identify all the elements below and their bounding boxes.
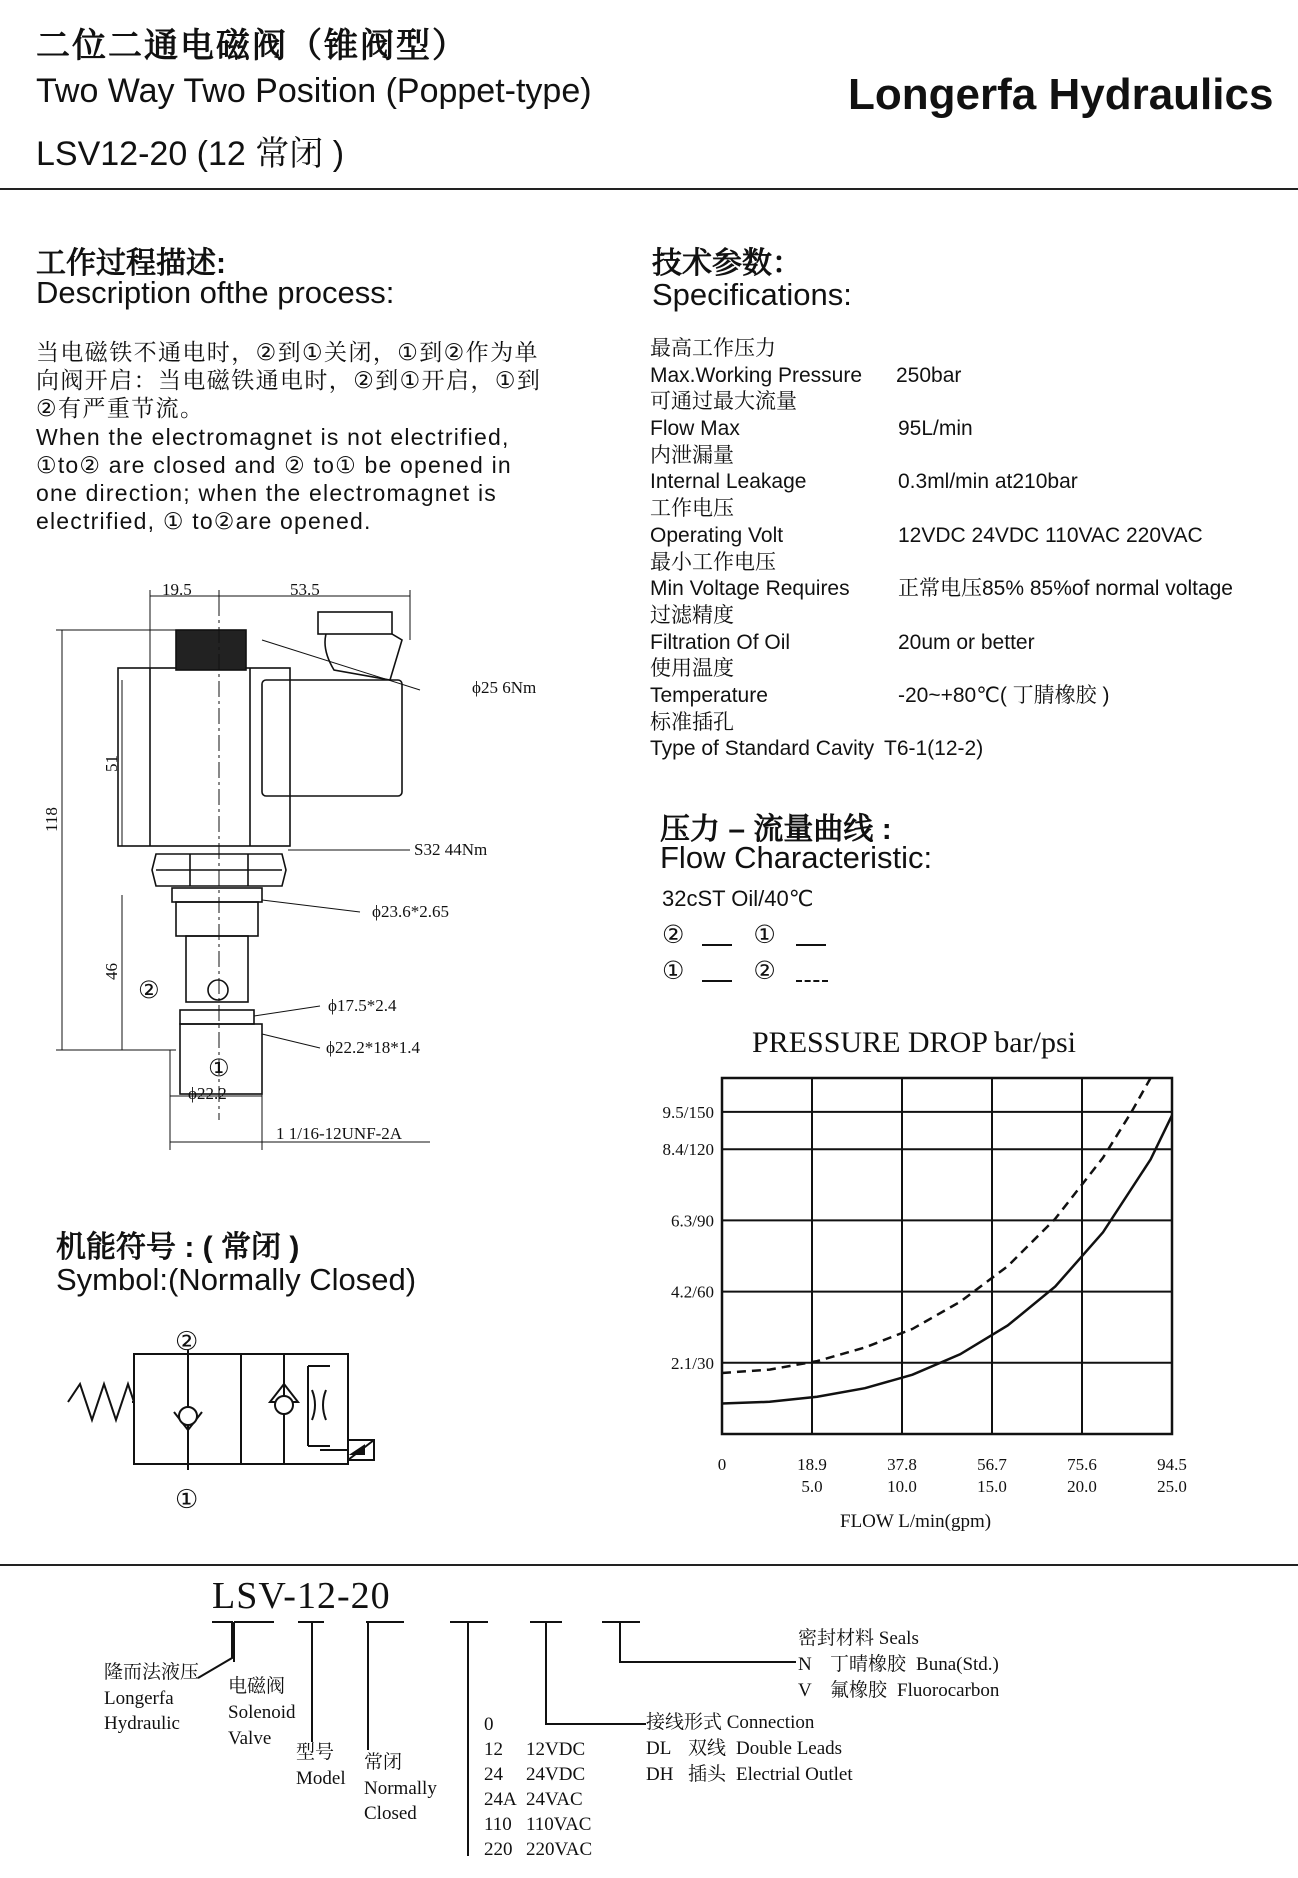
seals-code: N	[798, 1654, 812, 1675]
spec-line	[650, 576, 1290, 603]
order-code: LSV-12-20	[212, 1575, 391, 1617]
y-tick-label: 8.4/120	[662, 1140, 714, 1160]
legend-solid	[662, 920, 776, 950]
longerfa-en: Longerfa	[104, 1688, 174, 1709]
symbol-port-1: ①	[175, 1484, 199, 1514]
description-heading-cn: 工作过程描述:	[36, 247, 226, 280]
seals-row	[798, 1652, 999, 1677]
hydraulic-symbol	[60, 1350, 380, 1490]
port-hole	[208, 980, 228, 1000]
spec-value: T6-1(12-2)	[884, 737, 984, 761]
oring-3: ϕ22.2*18*1.4	[326, 1038, 420, 1057]
voltage-code: 12	[484, 1739, 503, 1760]
connection-cn: 插头	[688, 1764, 727, 1785]
spec-row	[650, 389, 1290, 442]
legend-dashed	[662, 956, 776, 986]
series-line-2-to-1	[722, 1115, 1172, 1403]
seals-title: 密封材料 Seals	[798, 1628, 919, 1649]
spec-line	[650, 630, 1290, 657]
spring-icon	[68, 1384, 134, 1420]
voltage-desc: 24VAC	[526, 1789, 583, 1810]
description-heading-en: Description ofthe process:	[36, 275, 395, 310]
solenoid-en-1: Solenoid	[228, 1702, 296, 1723]
seals-cn: 氟橡胶	[830, 1680, 888, 1701]
valve-drawing	[0, 560, 620, 1180]
legend-solid-line	[702, 980, 732, 982]
x-tick-label: 94.5	[1157, 1455, 1187, 1474]
legend-dashed-line	[796, 980, 828, 982]
spec-value: 95L/min	[898, 417, 973, 441]
check-ball-icon	[179, 1407, 197, 1425]
spec-value: 0.3ml/min at210bar	[898, 470, 1078, 494]
connection-code: DL	[646, 1738, 672, 1759]
dim-53-5: 53.5	[290, 580, 320, 599]
spec-row	[650, 656, 1290, 709]
spec-label-en: Flow Max	[650, 417, 740, 441]
model-en: Model	[296, 1768, 346, 1789]
oring-1: ϕ23.6*2.65	[372, 902, 449, 921]
dim-118: 118	[42, 807, 61, 832]
spec-label-cn: 可通过最大流量	[650, 390, 797, 414]
chart-series	[722, 1078, 1172, 1404]
chart-grid	[722, 1078, 1172, 1434]
model-line: LSV12-20 (12 常闭 )	[36, 135, 345, 173]
voltage-code: 24A	[484, 1789, 517, 1810]
oring-2: ϕ17.5*2.4	[328, 996, 397, 1015]
connection-en: Electrial Outlet	[736, 1764, 853, 1785]
connection-en: Double Leads	[736, 1738, 843, 1759]
spec-row	[650, 710, 1290, 763]
description-text-cn: 当电磁铁不通电时，②到①关闭，①到②作为单向阀开启：当电磁铁通电时，②到①开启，①到②有严重节流。	[36, 339, 542, 421]
legend-to: ①	[753, 921, 776, 949]
spec-label-cn: 最高工作压力	[650, 337, 776, 360]
thread-spec: 1 1/16-12UNF-2A	[276, 1124, 403, 1143]
symbol-heading-en: Symbol:(Normally Closed)	[56, 1262, 417, 1297]
seals-en: Fluorocarbon	[897, 1680, 1000, 1701]
chart-title: PRESSURE DROP bar/psi	[752, 1026, 1076, 1059]
spec-label-en: Min Voltage Requires	[650, 577, 850, 601]
seals-code: V	[798, 1680, 812, 1701]
spec-value: 250bar	[896, 363, 962, 387]
title-cn: 二位二通电磁阀（锥阀型）	[36, 27, 468, 65]
spec-label-en: Max.Working Pressure	[650, 363, 863, 387]
description-text-en: When the electromagnet is not electrified, ①to② are closed and ② to① be opened in one direction; when the electromagnet is electrified, ① to②are opened.	[36, 424, 512, 534]
header-divider	[0, 188, 1298, 190]
hex-torque: S32 44Nm	[414, 840, 488, 859]
voltage-row	[484, 1812, 592, 1837]
spec-value: 20um or better	[898, 630, 1035, 654]
pressure-drop-chart	[630, 1010, 1210, 1540]
chart-y-ticks	[663, 1103, 714, 1373]
x-tick-label: 37.8	[887, 1455, 917, 1474]
connector-plug	[262, 680, 402, 796]
spec-value: 正常电压85% 85%of normal voltage	[898, 577, 1233, 601]
spec-row	[650, 550, 1290, 603]
seals-en: Buna(Std.)	[916, 1654, 999, 1675]
model-cn: 型号	[296, 1742, 335, 1763]
connection-row	[646, 1736, 842, 1761]
spec-line	[650, 683, 1290, 710]
connection-code: DH	[646, 1764, 674, 1785]
hydraulic-en: Hydraulic	[104, 1713, 180, 1734]
symbol-heading-cn: 机能符号 : ( 常闭 )	[56, 1231, 300, 1264]
dim-46: 46	[102, 963, 121, 980]
spec-row	[650, 496, 1290, 549]
spec-line	[650, 736, 1290, 763]
voltage-list	[484, 1712, 592, 1862]
spec-label-en: Operating Volt	[650, 523, 784, 547]
spec-label-cn: 内泄漏量	[650, 443, 734, 467]
connection-title: 接线形式 Connection	[646, 1712, 815, 1733]
legend-from: ②	[662, 921, 685, 949]
ordering-divider	[0, 1564, 1298, 1566]
voltage-desc: 220VAC	[526, 1839, 593, 1860]
spec-row	[650, 336, 1290, 389]
plot-frame	[722, 1078, 1172, 1434]
x-tick-sub-label: 5.0	[801, 1477, 823, 1496]
nc-en-2: Closed	[364, 1803, 417, 1824]
coil-housing	[118, 668, 290, 846]
knurled-nut	[176, 630, 246, 670]
connector-cap	[318, 612, 392, 634]
spec-table	[650, 336, 1290, 763]
nut-torque: ϕ25 6Nm	[472, 678, 537, 697]
voltage-code: 24	[484, 1764, 503, 1785]
spec-label-cn: 工作电压	[650, 497, 734, 521]
legend-from: ①	[662, 957, 685, 985]
spec-label-en: Temperature	[650, 683, 768, 707]
spec-row	[650, 443, 1290, 496]
x-tick-label: 18.9	[797, 1455, 827, 1474]
seals-row	[798, 1678, 999, 1703]
spec-label-cn: 过滤精度	[650, 603, 734, 627]
drawing-port-1: ①	[208, 1055, 230, 1082]
x-tick-sub-label: 25.0	[1157, 1477, 1187, 1496]
spec-label-en: Type of Standard Cavity	[650, 737, 875, 761]
x-tick-label: 75.6	[1067, 1455, 1097, 1474]
y-tick-label: 2.1/30	[671, 1353, 714, 1373]
spec-line	[650, 523, 1290, 550]
spec-value: 12VDC 24VDC 110VAC 220VAC	[898, 523, 1203, 547]
legend-solid-line-2	[796, 944, 826, 946]
x-tick-sub-label: 20.0	[1067, 1477, 1097, 1496]
x-tick-sub-label: 10.0	[887, 1477, 917, 1496]
nc-en-1: Normally	[364, 1778, 437, 1799]
chart-xlabel: FLOW L/min(gpm)	[840, 1511, 992, 1532]
x-tick-label: 56.7	[977, 1455, 1007, 1474]
voltage-code: 220	[484, 1839, 513, 1860]
legend-solid-line	[702, 944, 732, 946]
drawing-port-2: ②	[138, 977, 160, 1004]
y-tick-label: 4.2/60	[671, 1282, 714, 1302]
spec-label-en: Internal Leakage	[650, 470, 807, 494]
flow-heading-cn: 压力 – 流量曲线 :	[660, 813, 892, 846]
connection-row	[646, 1762, 853, 1787]
y-tick-label: 9.5/150	[662, 1102, 714, 1122]
flow-oil: 32cST Oil/40℃	[662, 886, 814, 911]
y-tick-label: 6.3/90	[671, 1211, 714, 1231]
spec-heading-cn: 技术参数：	[652, 247, 802, 280]
spec-label-en: Filtration Of Oil	[650, 630, 791, 654]
symbol-port-2: ②	[175, 1326, 199, 1356]
dia-22-2: ϕ22.2	[188, 1084, 227, 1103]
x-tick-sub-label: 15.0	[977, 1477, 1007, 1496]
spec-line	[650, 363, 1290, 390]
flow-heading-en: Flow Characteristic:	[660, 840, 933, 875]
seals-cn: 丁晴橡胶	[830, 1654, 907, 1675]
spec-label-cn: 标准插孔	[650, 710, 734, 734]
longerfa-cn: 隆而法液压	[104, 1662, 200, 1683]
spec-heading-en: Specifications:	[652, 277, 852, 312]
spec-line	[650, 469, 1290, 496]
series-line-1-to-2	[722, 1078, 1151, 1373]
voltage-row	[484, 1837, 592, 1862]
dim-51: 51	[102, 755, 121, 772]
voltage-row	[484, 1762, 592, 1787]
spec-row	[650, 603, 1290, 656]
title-en: Two Way Two Position (Poppet-type)	[36, 72, 592, 110]
voltage-desc: 110VAC	[526, 1814, 592, 1835]
solenoid-en-2: Valve	[228, 1728, 272, 1749]
legend-to: ②	[753, 957, 776, 985]
spec-label-cn: 使用温度	[650, 657, 734, 681]
voltage-row	[484, 1712, 592, 1737]
nc-cn: 常闭	[364, 1752, 403, 1773]
solenoid-cn: 电磁阀	[228, 1676, 286, 1697]
voltage-desc: 24VDC	[526, 1764, 586, 1785]
voltage-code: 110	[484, 1814, 512, 1835]
chart-x-ticks	[718, 1455, 1187, 1496]
voltage-row	[484, 1787, 592, 1812]
x-tick-label: 0	[717, 1455, 727, 1474]
voltage-code: 0	[484, 1714, 494, 1735]
dim-19-5: 19.5	[162, 580, 192, 599]
spec-line	[650, 416, 1290, 443]
spec-value: -20~+80℃( 丁腈橡胶 )	[898, 683, 1110, 707]
spec-label-cn: 最小工作电压	[650, 550, 776, 574]
connection-cn: 双线	[688, 1738, 727, 1759]
voltage-desc: 12VDC	[526, 1739, 586, 1760]
brand-name: Longerfa Hydraulics	[848, 70, 1274, 119]
voltage-row	[484, 1737, 592, 1762]
